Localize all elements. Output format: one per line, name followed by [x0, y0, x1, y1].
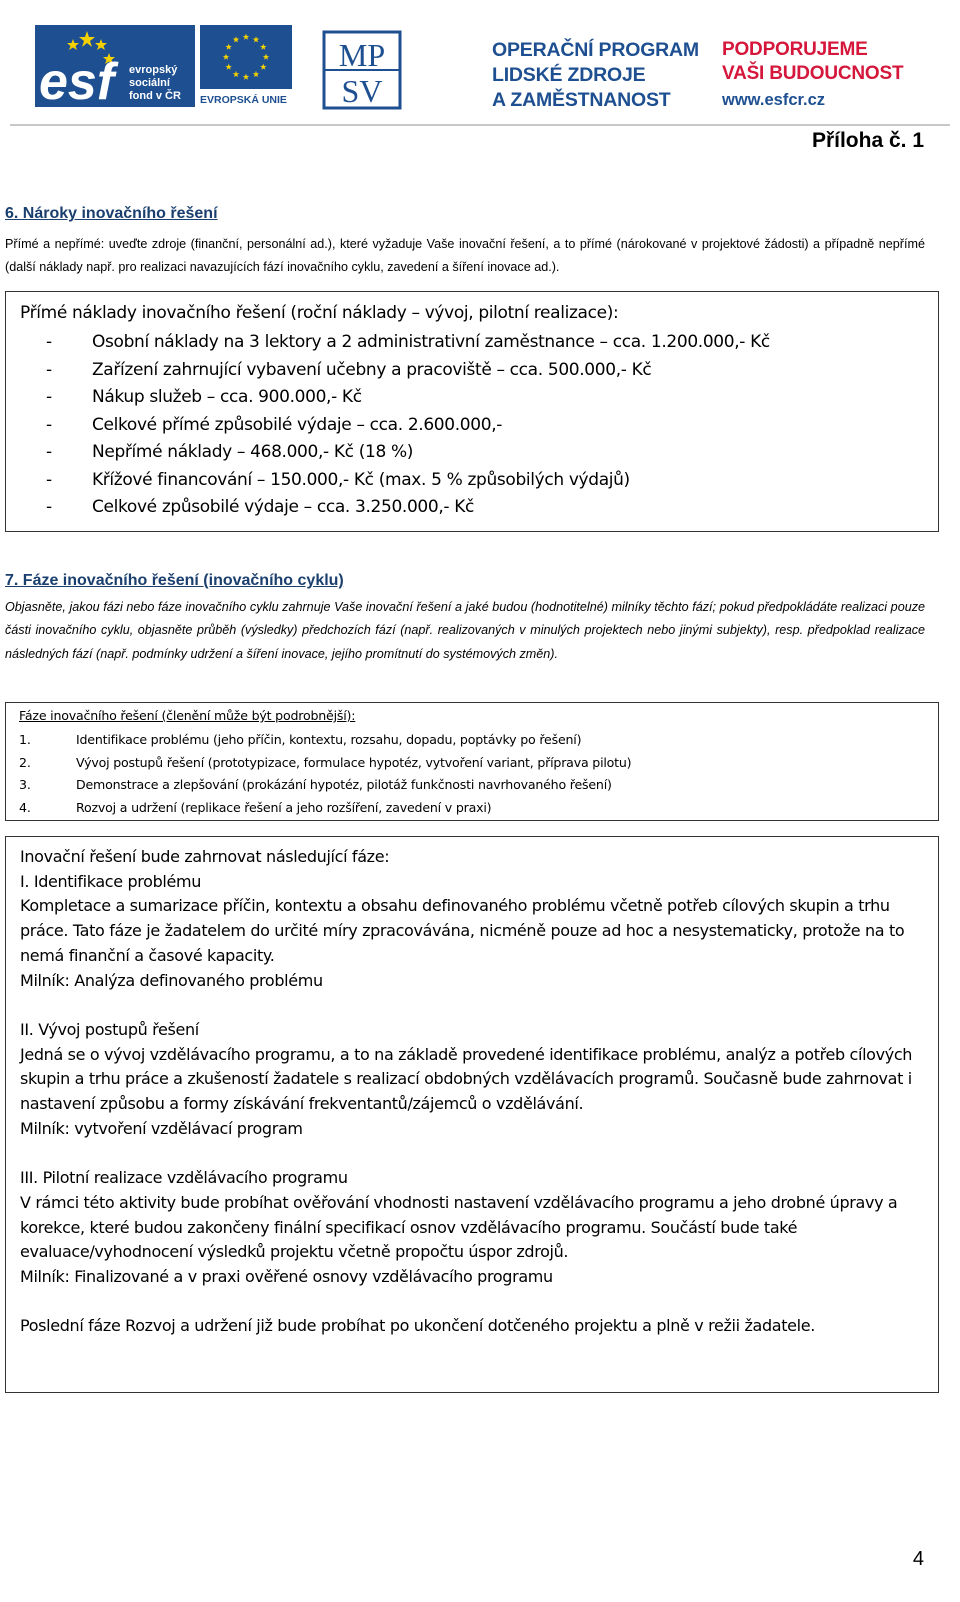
mpsv-letters-bottom: SV	[341, 73, 383, 109]
spacer	[20, 1290, 924, 1315]
closing-text: Poslední fáze Rozvoj a udržení již bude probíhat po ukončení dotčeného projektu a plně v režii žadatele.	[20, 1316, 815, 1336]
spacer	[20, 993, 924, 1018]
esf-line3: fond v ČR	[129, 90, 181, 102]
op-program-title	[492, 38, 712, 113]
esf-url: www.esfcr.cz	[722, 91, 826, 109]
list-item: - Celkové přímé způsobilé výdaje – cca. 2.600.000,-	[46, 414, 503, 435]
esf-line2: sociální	[129, 77, 170, 89]
mpsv-letters-top: MP	[338, 37, 386, 73]
list-item: - Zařízení zahrnující vybavení učebny a pracoviště – cca. 500.000,- Kč	[46, 359, 652, 380]
esf-letters: esf	[39, 53, 115, 107]
mpsv-logo	[322, 30, 402, 110]
list-item: 3. Demonstrace a zlepšování (prokázání hypotéz, pilotáž funkčnosti navrhovaného řešení)	[19, 777, 612, 792]
section7-title: 7. Fáze inovačního řešení (inovačního cyklu)	[5, 572, 344, 589]
section6-description: Přímé a nepřímé: uveďte zdroje (finanční, personální ad.), které vyžaduje Vaše inovační řešení, a to přímé (nárokované v projektové žádosti) a případně nepřímé (další náklady např. pro realizaci navazujících fází inovačního cyklu, zavedení a šíření inovace ad.).	[5, 237, 925, 274]
esf-logo	[35, 25, 195, 107]
phase1-title: I. Identifikace problému	[20, 871, 202, 891]
slogan-line2: VAŠI BUDOUCNOST	[722, 63, 904, 84]
list-item: 1. Identifikace problému (jeho příčin, kontextu, rozsahu, dopadu, poptávky po řešení)	[19, 732, 582, 747]
section6-title: 6. Nároky inovačního řešení	[5, 205, 218, 222]
list-item: - Osobní náklady na 3 lektory a 2 administrativní zaměstnance – cca. 1.200.000,- Kč	[46, 332, 770, 352]
phase1-body: Kompletace a sumarizace příčin, kontextu a obsahu definovaného problému včetně potřeb cílových skupin a trhu práce. Tato fáze je žadatelem do určité míry zpracovávána, nicméně pouze ad hoc a nesystematicky, protože na to nemá finanční a časové kapacity.	[20, 896, 905, 965]
list-item: - Nepřímé náklady – 468.000,- Kč (18 %)	[46, 442, 414, 462]
list-item: - Celkové způsobilé výdaje – cca. 3.250.000,- Kč	[46, 497, 475, 517]
attachment-label: Příloha č. 1	[811, 129, 924, 152]
logo-banner	[0, 0, 960, 128]
list-item: - Křížové financování – 150.000,- Kč (max. 5 % způsobilých výdajů)	[46, 469, 630, 490]
answer-intro: Inovační řešení bude zahrnovat následující fáze:	[20, 847, 390, 866]
op-line3: A ZAMĚSTNANOST	[492, 89, 671, 111]
phase3-title: III. Pilotní realizace vzdělávacího programu	[20, 1168, 348, 1188]
eu-flag-logo	[200, 25, 292, 107]
slogan-line1: PODPORUJEME	[722, 39, 868, 60]
phase3-milestone: Milník: Finalizované a v praxi ověřené osnovy vzdělávacího programu	[20, 1266, 553, 1286]
list-item: 4. Rozvoj a udržení (replikace řešení a jeho rozšíření, zavedení v praxi)	[19, 799, 492, 815]
phases-box	[5, 702, 939, 821]
slogan	[722, 38, 922, 114]
direct-costs-title: Přímé náklady inovačního řešení (roční náklady – vývoj, pilotní realizace):	[20, 303, 619, 323]
phase2-milestone: Milník: vytvoření vzdělávací program	[20, 1118, 303, 1138]
direct-costs-box	[5, 291, 939, 532]
page-number: 4	[912, 1548, 924, 1570]
phase3-body: V rámci této aktivity bude probíhat ověřování vhodnosti nastavení vzdělávacího programu a jeho drobné úpravy a korekce, které budou zakončeny finální specifikací osnov vzdělávacího programu. Součástí bude také evaluace/vyhodnocení výsledků projektu včetně propočtu úspor zdrojů.	[20, 1192, 898, 1262]
cost-list	[20, 329, 770, 522]
list-item: 2. Vývoj postupů řešení (prototypizace, formulace hypotéz, vytvoření variant, příprava pilotu)	[19, 754, 632, 770]
phase-list	[19, 729, 631, 819]
phases-header: Fáze inovačního řešení (členění může být podrobnější):	[19, 708, 356, 723]
section7-description: Objasněte, jakou fázi nebo fáze inovačního cyklu zahrnuje Vaše inovační řešení a jaké budou (hodnotitelné) milníky těchto fází; pokud předpokládáte realizaci pouze části inovačního cyklu, objasněte průběh (výsledky) předchozích fází (např. realizovaných v minulých projektech nebo jinými subjekty), resp. předpoklad realizace následných fází (např. podmínky udržení a šíření inovace, jejího promítnutí do systémových změn).	[5, 600, 925, 661]
phase2-body: Jedná se o vývoj vzdělávacího programu, a to na základě provedené identifikace problému, analýz a potřeb cílových skupin a trhu práce a zkušeností žadatele s realizací obdobných vzdělávacích programů. Současně bude zahrnovat i nastavení způsobu a formy získávání frekventantů/zájemců o vzdělávání.	[20, 1044, 913, 1114]
answer-box	[5, 836, 939, 1393]
header-divider	[10, 124, 950, 126]
phase1-milestone: Milník: Analýza definovaného problému	[20, 970, 323, 990]
answer-text	[20, 845, 924, 1339]
op-line1: OPERAČNÍ PROGRAM	[492, 39, 699, 61]
eu-label: EVROPSKÁ UNIE	[200, 94, 287, 106]
esf-line1: evropský	[129, 64, 178, 76]
op-line2: LIDSKÉ ZDROJE	[492, 64, 646, 86]
list-item: - Nákup služeb – cca. 900.000,- Kč	[46, 387, 362, 407]
phase2-title: II. Vývoj postupů řešení	[20, 1019, 199, 1039]
spacer	[20, 1141, 924, 1166]
